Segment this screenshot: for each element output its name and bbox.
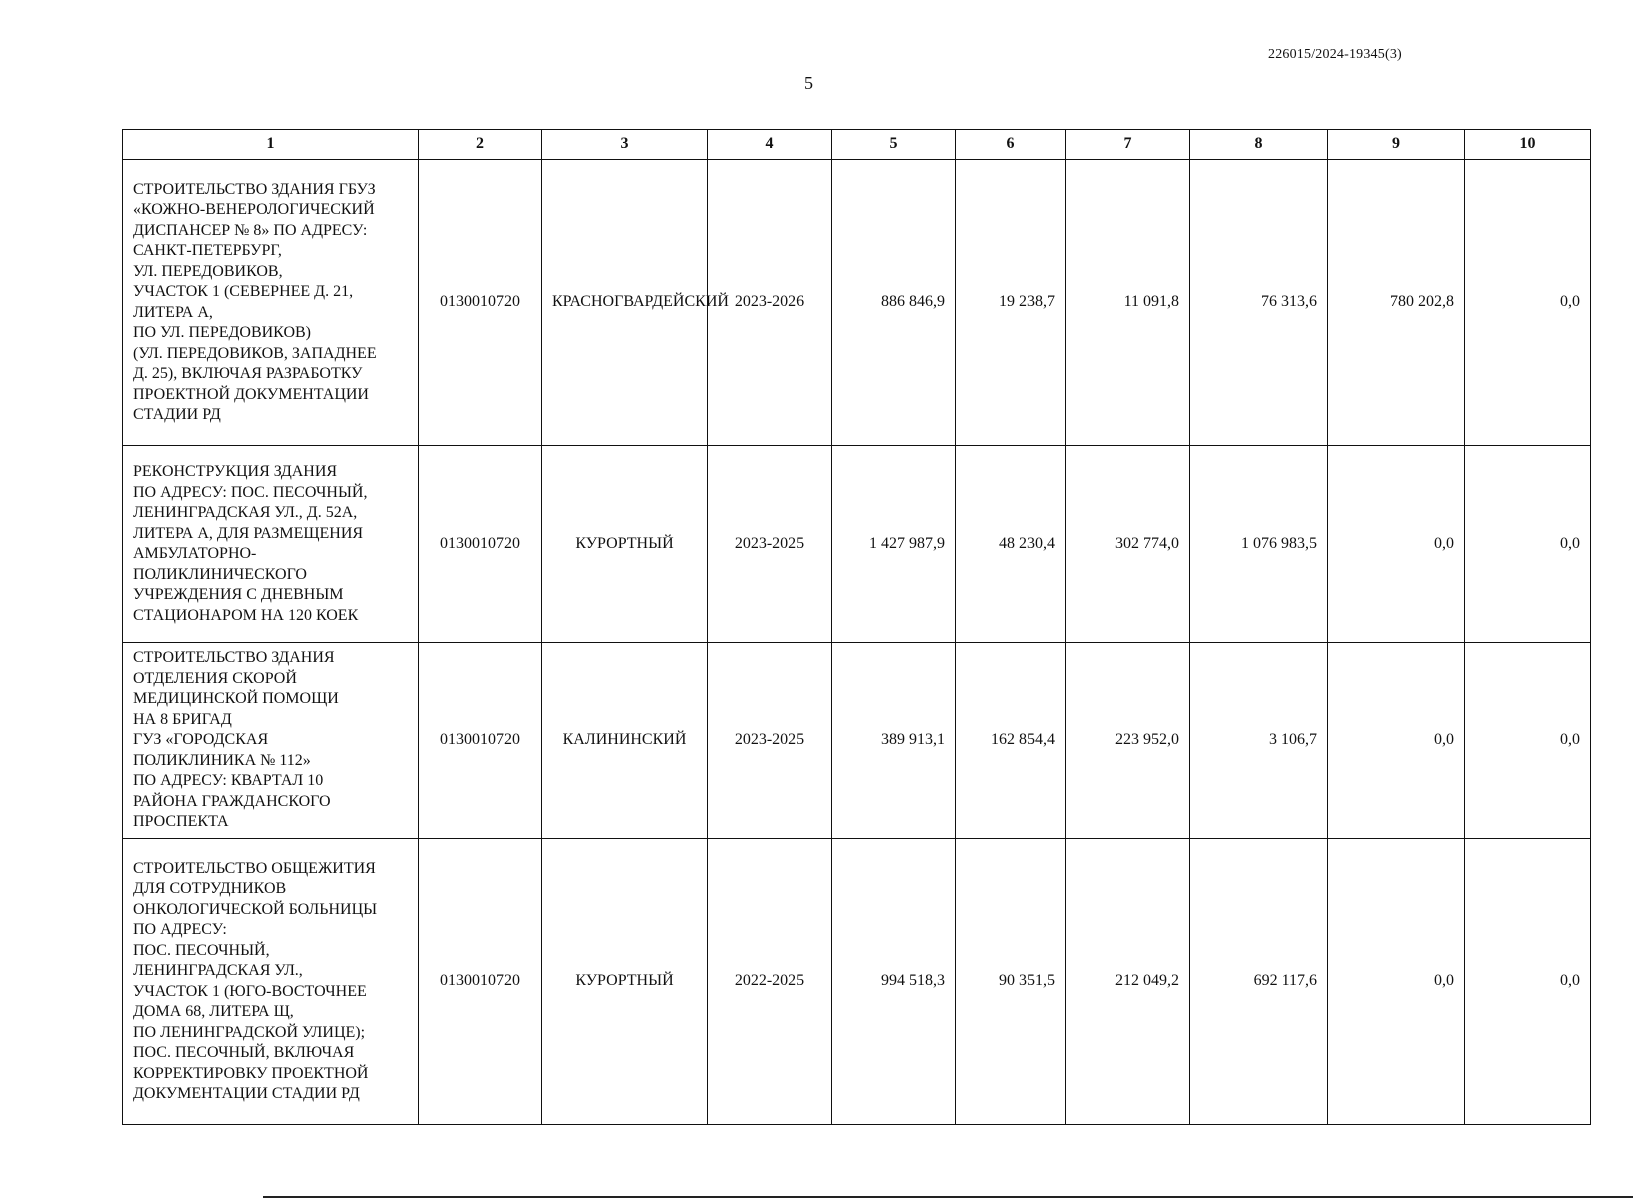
value-col-9: 0,0 (1328, 643, 1465, 839)
value-col-5: 994 518,3 (832, 839, 956, 1125)
value-col-6: 19 238,7 (956, 160, 1066, 446)
district: КРАСНОГВАРДЕЙСКИЙ (542, 160, 708, 446)
object-name: СТРОИТЕЛЬСТВО ЗДАНИЯ ОТДЕЛЕНИЯ СКОРОЙ МЕДИЦИНСКОЙ ПОМОЩИ НА 8 БРИГАД ГУЗ «ГОРОДСКАЯ ПОЛИКЛИНИКА № 112» ПО АДРЕСУ: КВАРТАЛ 10 РАЙОНА ГРАЖДАНСКОГО ПРОСПЕКТА (123, 643, 419, 839)
value-col-10: 0,0 (1465, 446, 1591, 643)
budget-code: 0130010720 (419, 839, 542, 1125)
value-col-5: 1 427 987,9 (832, 446, 956, 643)
implementation-period: 2023-2025 (708, 643, 832, 839)
table-row (123, 446, 1591, 643)
table-row (123, 160, 1591, 446)
value-col-8: 692 117,6 (1190, 839, 1328, 1125)
column-header: 2 (419, 130, 542, 160)
investment-table (122, 129, 1591, 1125)
value-col-7: 302 774,0 (1066, 446, 1190, 643)
value-col-10: 0,0 (1465, 160, 1591, 446)
column-header: 8 (1190, 130, 1328, 160)
page-bottom-rule (263, 1196, 1633, 1198)
district: КАЛИНИНСКИЙ (542, 643, 708, 839)
object-name: СТРОИТЕЛЬСТВО ОБЩЕЖИТИЯ ДЛЯ СОТРУДНИКОВ ОНКОЛОГИЧЕСКОЙ БОЛЬНИЦЫ ПО АДРЕСУ: ПОС. ПЕСОЧНЫЙ, ЛЕНИНГРАДСКАЯ УЛ., УЧАСТОК 1 (ЮГО-ВОСТОЧНЕЕ ДОМА 68, ЛИТЕРА Щ, ПО ЛЕНИНГРАДСКОЙ УЛИЦЕ); ПОС. ПЕСОЧНЫЙ, ВКЛЮЧАЯ КОРРЕКТИРОВКУ ПРОЕКТНОЙ ДОКУМЕНТАЦИИ СТАДИИ РД (123, 839, 419, 1125)
value-col-8: 3 106,7 (1190, 643, 1328, 839)
value-col-5: 389 913,1 (832, 643, 956, 839)
value-col-6: 90 351,5 (956, 839, 1066, 1125)
object-name: РЕКОНСТРУКЦИЯ ЗДАНИЯ ПО АДРЕСУ: ПОС. ПЕСОЧНЫЙ, ЛЕНИНГРАДСКАЯ УЛ., Д. 52А, ЛИТЕРА А, ДЛЯ РАЗМЕЩЕНИЯ АМБУЛАТОРНО- ПОЛИКЛИНИЧЕСКОГО УЧРЕЖДЕНИЯ С ДНЕВНЫМ СТАЦИОНАРОМ НА 120 КОЕК (123, 446, 419, 643)
value-col-7: 223 952,0 (1066, 643, 1190, 839)
column-header: 1 (123, 130, 419, 160)
value-col-7: 212 049,2 (1066, 839, 1190, 1125)
implementation-period: 2022-2025 (708, 839, 832, 1125)
column-header: 3 (542, 130, 708, 160)
value-col-6: 48 230,4 (956, 446, 1066, 643)
budget-code: 0130010720 (419, 446, 542, 643)
value-col-10: 0,0 (1465, 643, 1591, 839)
column-header: 5 (832, 130, 956, 160)
page-number: 5 (804, 73, 813, 93)
column-number-row (123, 130, 1591, 160)
implementation-period: 2023-2026 (708, 160, 832, 446)
object-name: СТРОИТЕЛЬСТВО ЗДАНИЯ ГБУЗ «КОЖНО-ВЕНЕРОЛОГИЧЕСКИЙ ДИСПАНСЕР № 8» ПО АДРЕСУ: САНКТ-ПЕТЕРБУРГ, УЛ. ПЕРЕДОВИКОВ, УЧАСТОК 1 (СЕВЕРНЕЕ Д. 21, ЛИТЕРА А, ПО УЛ. ПЕРЕДОВИКОВ) (УЛ. ПЕРЕДОВИКОВ, ЗАПАДНЕЕ Д. 25), ВКЛЮЧАЯ РАЗРАБОТКУ ПРОЕКТНОЙ ДОКУМЕНТАЦИИ СТАДИИ РД (123, 160, 419, 446)
value-col-5: 886 846,9 (832, 160, 956, 446)
implementation-period: 2023-2025 (708, 446, 832, 643)
column-header: 9 (1328, 130, 1465, 160)
value-col-7: 11 091,8 (1066, 160, 1190, 446)
value-col-9: 0,0 (1328, 839, 1465, 1125)
value-col-6: 162 854,4 (956, 643, 1066, 839)
table-row (123, 839, 1591, 1125)
district: КУРОРТНЫЙ (542, 446, 708, 643)
document-id: 226015/2024-19345(3) (1268, 47, 1402, 62)
budget-code: 0130010720 (419, 160, 542, 446)
district: КУРОРТНЫЙ (542, 839, 708, 1125)
budget-code: 0130010720 (419, 643, 542, 839)
value-col-10: 0,0 (1465, 839, 1591, 1125)
value-col-9: 0,0 (1328, 446, 1465, 643)
column-header: 4 (708, 130, 832, 160)
value-col-8: 1 076 983,5 (1190, 446, 1328, 643)
value-col-8: 76 313,6 (1190, 160, 1328, 446)
column-header: 10 (1465, 130, 1591, 160)
value-col-9: 780 202,8 (1328, 160, 1465, 446)
column-header: 7 (1066, 130, 1190, 160)
table-row (123, 643, 1591, 839)
column-header: 6 (956, 130, 1066, 160)
